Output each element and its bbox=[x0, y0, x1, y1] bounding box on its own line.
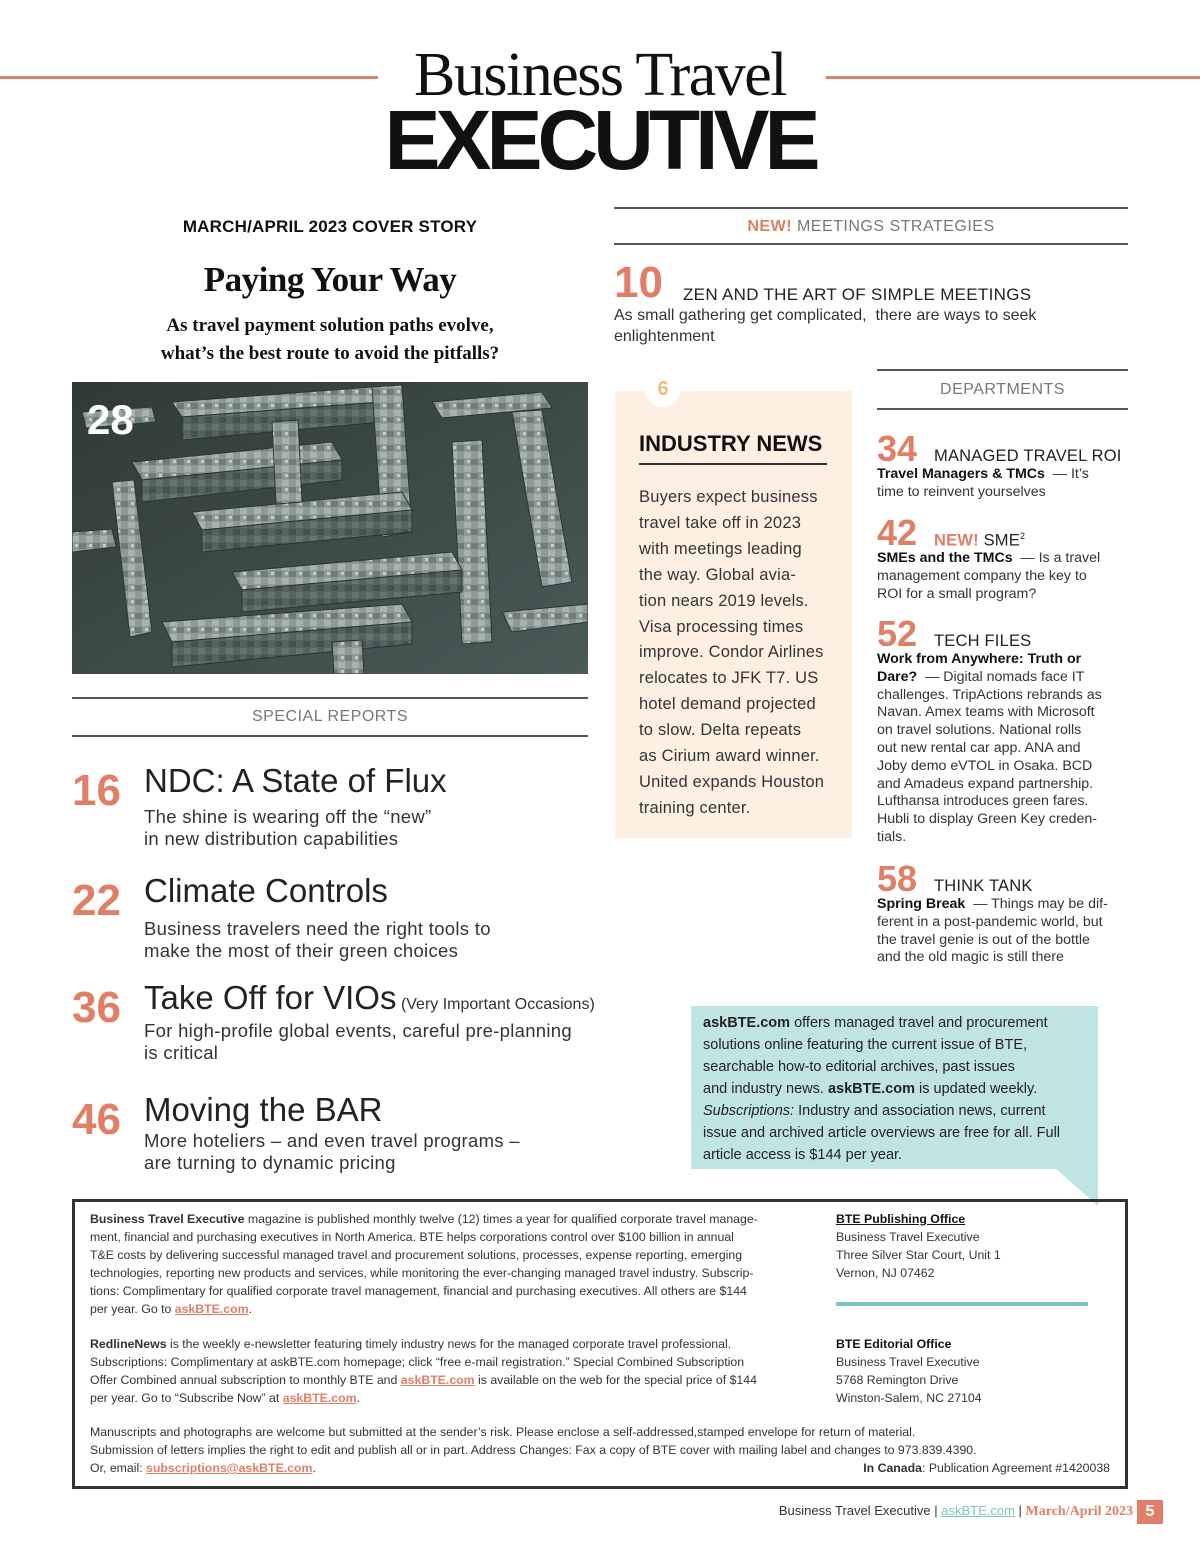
meetings-new-badge: NEW! bbox=[747, 218, 793, 235]
industry-news-number-badge bbox=[645, 371, 681, 407]
footer-text-line: per year. Go to bbox=[90, 1302, 172, 1316]
cover-page-number: 28 bbox=[87, 396, 134, 443]
footer-text-line: per year. Go to “Subscribe Now” at bbox=[90, 1391, 280, 1405]
department-desc-line: time to reinvent yourselves bbox=[877, 483, 1046, 500]
askbte-text: Industry and association news, current bbox=[798, 1103, 1046, 1119]
office-address-line: 5768 Remington Drive bbox=[836, 1373, 959, 1387]
special-report-item[interactable] bbox=[72, 760, 602, 855]
news-line: the way. Global avia- bbox=[639, 565, 797, 584]
footer-manuscripts-paragraph: Manuscripts and photographs are welcome but submitted at the sender’s risk. Please enclose a self-addressed,stamped envelope for return of material. Submission of letters implies the right to edit and publish all or in part. Address Changes: Fax a copy of BTE cover with mailing label and changes to 973.839.4390. Or, email: subscriptions@askBTE.com. In Canada: Publication Agreement #1420038 bbox=[90, 1423, 1120, 1477]
special-report-title-wrap bbox=[144, 979, 595, 1017]
departments-rule-top bbox=[877, 369, 1128, 371]
office-address-line: Vernon, NJ 07462 bbox=[836, 1266, 935, 1280]
special-report-item[interactable] bbox=[72, 1089, 602, 1184]
footer-email-link[interactable]: subscriptions@askBTE.com bbox=[146, 1461, 313, 1475]
department-desc bbox=[877, 896, 1128, 967]
footer-text-line: Submission of letters implies the right to edit and publish all or in part. Address Changes: Fax a copy of BTE cover with mailing label and changes to 973.839.4390. bbox=[90, 1443, 977, 1457]
department-desc-line: and Amadeus expand partnership. bbox=[877, 775, 1094, 792]
askbte-text: searchable how-to editorial archives, past issues bbox=[703, 1059, 1015, 1075]
meetings-label-text: MEETINGS STRATEGIES bbox=[796, 218, 995, 235]
footer-canada-label: In Canada bbox=[863, 1461, 922, 1475]
meetings-desc-line1: As small gathering get complicated, there are ways to seek bbox=[614, 307, 1037, 324]
masthead-info-box bbox=[72, 1199, 1128, 1489]
news-line: United expands Houston bbox=[639, 772, 825, 791]
askbte-callout[interactable] bbox=[691, 1006, 1098, 1169]
department-title: THINK TANK bbox=[934, 877, 1033, 895]
department-desc-line: tials. bbox=[877, 828, 907, 845]
news-line: to slow. Delta repeats bbox=[639, 721, 802, 740]
special-reports-label: SPECIAL REPORTS bbox=[252, 708, 408, 725]
page-number-badge bbox=[1137, 1500, 1163, 1524]
special-report-title-small: (Very Important Occasions) bbox=[400, 996, 595, 1013]
askbte-text: issue and archived article overviews are free for all. Full bbox=[703, 1125, 1061, 1141]
news-line: as Cirium award winner. bbox=[639, 747, 820, 766]
page-footer: Business Travel Executive | askBTE.com | March/April 2023 bbox=[778, 1503, 1133, 1519]
cover-deck-line1: As travel payment solution paths evolve, bbox=[166, 315, 494, 336]
footer-text-line: magazine is published monthly twelve (12) times a year for qualified corporate travel manage- bbox=[247, 1212, 758, 1226]
department-number: 34 bbox=[877, 428, 918, 469]
department-desc-line: Navan. Amex teams with Microsoft bbox=[877, 704, 1095, 721]
department-title: SME bbox=[983, 531, 1020, 550]
footer-publication: Business Travel Executive bbox=[778, 1503, 931, 1518]
department-item[interactable] bbox=[877, 613, 1128, 853]
department-lead-cont: Dare? bbox=[877, 668, 918, 685]
department-desc-line: — Digital nomads face IT bbox=[925, 668, 1085, 685]
news-line: with meetings leading bbox=[639, 539, 802, 558]
department-number: 52 bbox=[877, 613, 918, 654]
department-desc bbox=[877, 550, 1128, 603]
department-desc-line: ferent in a post-pandemic world, but bbox=[877, 913, 1103, 930]
cover-deck-line2: what’s the best route to avoid the pitfalls? bbox=[160, 343, 500, 364]
department-desc-line: Joby demo eVTOL in Osaka. BCD bbox=[877, 757, 1093, 774]
special-report-number: 36 bbox=[72, 983, 121, 1032]
special-report-item[interactable] bbox=[72, 870, 602, 965]
industry-news-number: 6 bbox=[657, 378, 669, 400]
office-address-line: Winston-Salem, NC 27104 bbox=[836, 1391, 982, 1405]
news-line: training center. bbox=[639, 798, 751, 817]
special-report-number: 16 bbox=[72, 766, 121, 815]
department-title: MANAGED TRAVEL ROI bbox=[934, 447, 1122, 465]
news-line: tion nears 2019 levels. bbox=[639, 591, 809, 610]
news-line: relocates to JFK T7. US bbox=[639, 669, 819, 688]
department-desc-line: out new rental car app. ANA and bbox=[877, 739, 1081, 756]
askbte-text: solutions online featuring the current issue of BTE, bbox=[703, 1037, 1028, 1053]
footer-issue: March/April 2023 bbox=[1025, 1504, 1133, 1519]
news-line: improve. Condor Airlines bbox=[639, 643, 824, 662]
department-title: TECH FILES bbox=[934, 632, 1032, 650]
news-line: Buyers expect business bbox=[639, 488, 818, 506]
department-desc-line: and the old magic is still there bbox=[877, 949, 1064, 966]
publishing-office-title: BTE Publishing Office bbox=[836, 1212, 966, 1226]
askbte-brand-inline[interactable]: askBTE.com bbox=[827, 1081, 915, 1097]
special-report-title: Climate Controls bbox=[144, 872, 388, 909]
special-report-number: 46 bbox=[72, 1095, 121, 1144]
footer-site-link[interactable]: askBTE.com bbox=[941, 1503, 1015, 1518]
news-line: hotel demand projected bbox=[639, 695, 816, 714]
industry-news-title-rule bbox=[639, 463, 827, 465]
meetings-title: ZEN AND THE ART OF SIMPLE MEETINGS bbox=[683, 285, 1032, 304]
department-lead: Work from Anywhere: Truth or bbox=[877, 651, 1082, 667]
maze-illustration bbox=[72, 382, 588, 674]
meetings-page-number: 10 bbox=[614, 258, 663, 307]
special-report-title: NDC: A State of Flux bbox=[144, 762, 447, 799]
industry-news-title: INDUSTRY NEWS bbox=[639, 431, 823, 456]
footer-askbte-link[interactable]: askBTE.com bbox=[400, 1373, 475, 1387]
meetings-label bbox=[614, 218, 1128, 236]
department-desc-line: — Is a travel bbox=[1020, 550, 1101, 566]
footer-text-line: Manuscripts and photographs are welcome but submitted at the sender’s risk. Please enclose a self-addressed,stamped envelope for return of material. bbox=[90, 1425, 916, 1439]
footer-text-line: technologies, reporting new products and services, while monitoring the ever-changing managed travel industry. Subscrip- bbox=[90, 1266, 754, 1280]
department-number: 42 bbox=[877, 512, 918, 553]
cover-section-label: MARCH/APRIL 2023 COVER STORY bbox=[182, 217, 478, 236]
footer-text-line: Or, email: bbox=[90, 1461, 143, 1475]
special-report-number: 22 bbox=[72, 876, 121, 925]
footer-text-line: is the weekly e-newsletter featuring timely industry news for the managed corporate travel professional. bbox=[169, 1337, 732, 1351]
special-report-desc-line1: For high-profile global events, careful pre-planning bbox=[144, 1020, 572, 1041]
department-item[interactable] bbox=[877, 512, 1128, 607]
departments-rule-bottom bbox=[877, 408, 1128, 410]
industry-news-body bbox=[639, 485, 844, 822]
special-report-title: Moving the BAR bbox=[144, 1091, 383, 1128]
special-report-title: Take Off for VIOs bbox=[144, 979, 397, 1016]
footer-askbte-link[interactable]: askBTE.com bbox=[282, 1391, 357, 1405]
askbte-text: is updated weekly. bbox=[919, 1081, 1038, 1097]
footer-about-brand: Business Travel Executive bbox=[90, 1212, 245, 1226]
department-desc-line: Hubli to display Green Key creden- bbox=[877, 811, 1098, 828]
department-desc-line: management company the key to bbox=[877, 567, 1087, 584]
department-desc bbox=[877, 466, 1128, 502]
special-report-desc-line2: in new distribution capabilities bbox=[144, 828, 399, 849]
department-item[interactable] bbox=[877, 858, 1128, 968]
special-reports-rule-top bbox=[72, 697, 588, 699]
askbte-subscriptions-label: Subscriptions: bbox=[703, 1103, 795, 1119]
department-title-sup: 2 bbox=[1019, 531, 1026, 541]
footer-text-line: Offer Combined annual subscription to monthly BTE and bbox=[90, 1373, 398, 1387]
askbte-text: and industry news. bbox=[703, 1081, 824, 1097]
publishing-office bbox=[836, 1210, 1096, 1282]
special-report-desc-line1: The shine is wearing off the “new” bbox=[144, 806, 432, 827]
footer-text-line: T&E costs by delivering successful managed travel and procurement solutions, processes, expense reporting, emerging bbox=[90, 1248, 743, 1262]
special-report-desc-line2: are turning to dynamic pricing bbox=[144, 1152, 396, 1173]
masthead-title-line1: Business Travel bbox=[414, 41, 786, 109]
footer-askbte-link[interactable]: askBTE.com bbox=[174, 1302, 249, 1316]
office-divider bbox=[836, 1302, 1088, 1306]
footer-redline-brand: RedlineNews bbox=[90, 1337, 167, 1351]
special-report-desc-line1: More hoteliers – and even travel programs – bbox=[144, 1130, 520, 1151]
department-desc-line: the travel genie is out of the bottle bbox=[877, 931, 1090, 948]
department-item[interactable] bbox=[877, 428, 1128, 504]
department-desc-line: — Things may be dif- bbox=[973, 896, 1108, 912]
special-report-desc-line2: make the most of their green choices bbox=[144, 940, 459, 961]
footer-text-line: is available on the web for the special price of $144 bbox=[478, 1373, 757, 1387]
department-desc-line: Lufthansa introduces green fares. bbox=[877, 793, 1089, 810]
office-address-line: Business Travel Executive bbox=[836, 1230, 980, 1244]
department-number: 58 bbox=[877, 858, 918, 899]
footer-canada-text: : Publication Agreement #1420038 bbox=[921, 1461, 1110, 1475]
masthead-title-line2: EXECUTIVE bbox=[384, 93, 816, 187]
cover-headline[interactable]: Paying Your Way bbox=[203, 260, 457, 299]
editorial-office-title: BTE Editorial Office bbox=[836, 1337, 952, 1351]
departments-label: DEPARTMENTS bbox=[940, 381, 1065, 398]
footer-text-line: Subscriptions: Complimentary at askBTE.com homepage; click “free e-mail registration.” Special Combined Subscription bbox=[90, 1355, 745, 1369]
department-desc-line: — It’s bbox=[1052, 466, 1089, 482]
industry-news-box[interactable] bbox=[615, 378, 852, 838]
page-number: 5 bbox=[1145, 1503, 1155, 1520]
cover-maze-image[interactable] bbox=[72, 382, 588, 674]
editorial-office bbox=[836, 1335, 1096, 1407]
department-lead: Spring Break bbox=[877, 896, 966, 912]
askbte-text: offers managed travel and procurement bbox=[794, 1015, 1048, 1031]
department-desc-line: ROI for a small program? bbox=[877, 585, 1037, 602]
special-report-desc-line1: Business travelers need the right tools to bbox=[144, 918, 491, 939]
askbte-text: article access is $144 per year. bbox=[703, 1147, 903, 1163]
department-lead: SMEs and the TMCs bbox=[877, 550, 1013, 566]
department-desc bbox=[877, 651, 1128, 847]
footer-redline-paragraph: RedlineNews is the weekly e-newsletter featuring timely industry news for the managed corporate travel professional. Subscriptions: Complimentary at askBTE.com homepage; click “free e-mail registration.” Special Combined Subscription Offer Combined annual subscription to monthly BTE and askBTE.com is available on the web for the special price of $144 per year. Go to “Subscribe Now” at askBTE.com. bbox=[90, 1335, 820, 1407]
footer-text-line: tions: Complimentary for qualified corporate travel management, financial and purchasing executives. All others are $144 bbox=[90, 1284, 747, 1298]
department-new-badge: NEW! bbox=[934, 531, 979, 550]
meetings-feature[interactable] bbox=[614, 258, 1128, 350]
meetings-desc-line2: enlightenment bbox=[614, 328, 715, 345]
footer-about-paragraph: Business Travel Executive magazine is published monthly twelve (12) times a year for qualified corporate travel manage- ment, financial and purchasing executives in North America. BTE helps corporations control over $100 billion in annual T&E costs by delivering successful managed travel and procurement solutions, processes, expense reporting, emerging technologies, reporting new products and services, while monitoring the ever-changing managed travel industry. Subscrip- tions: Complimentary for qualified corporate travel management, financial and purchasing executives. All others are $144 per year. Go to askBTE.com. bbox=[90, 1210, 820, 1318]
special-report-desc-line2: is critical bbox=[144, 1042, 219, 1063]
askbte-brand[interactable]: askBTE.com bbox=[703, 1015, 791, 1031]
special-report-item[interactable] bbox=[72, 977, 632, 1072]
department-desc-line: challenges. TripActions rebrands as bbox=[877, 686, 1102, 703]
meetings-rule-bottom bbox=[614, 243, 1128, 245]
office-address-line: Business Travel Executive bbox=[836, 1355, 980, 1369]
news-line: travel take off in 2023 bbox=[639, 513, 802, 532]
special-reports-rule-bottom bbox=[72, 735, 588, 737]
news-line: Visa processing times bbox=[639, 617, 804, 636]
department-desc-line: on travel solutions. National rolls bbox=[877, 722, 1082, 739]
meetings-rule-top bbox=[614, 207, 1128, 209]
footer-text-line: ment, financial and purchasing executives in North America. BTE helps corporations control over $100 billion in annual bbox=[90, 1230, 734, 1244]
department-lead: Travel Managers & TMCs bbox=[877, 466, 1045, 482]
department-title-wrap bbox=[934, 531, 1025, 551]
office-address-line: Three Silver Star Court, Unit 1 bbox=[836, 1248, 1001, 1262]
